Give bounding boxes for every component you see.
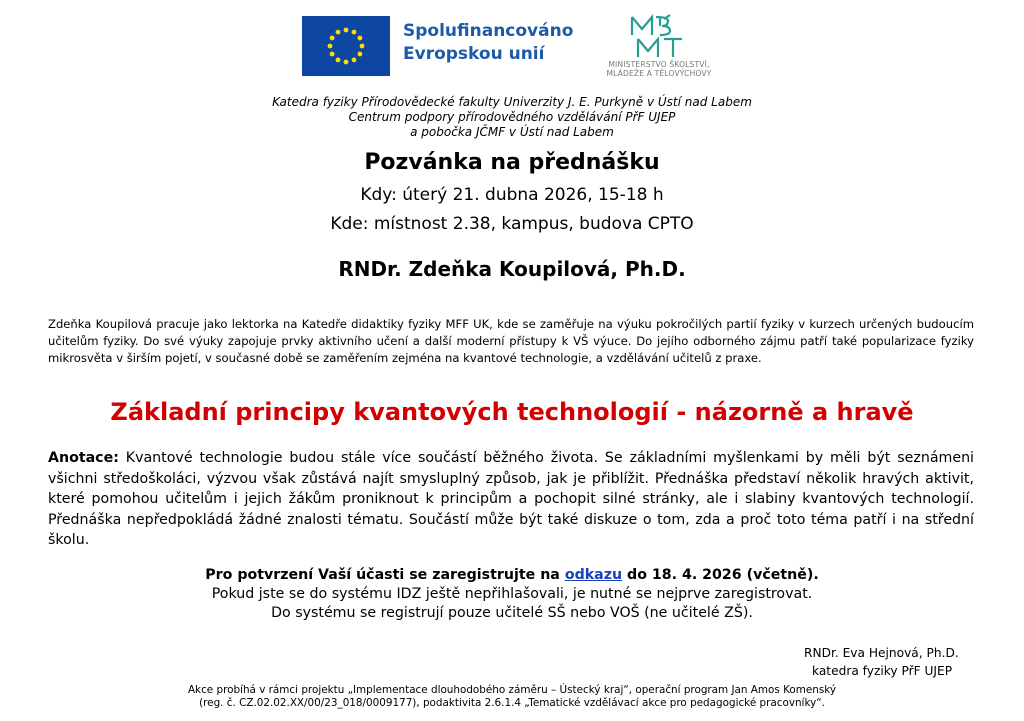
event-when: Kdy: úterý 21. dubna 2026, 15-18 h — [360, 185, 664, 205]
registration-before-link: Pro potvrzení Vaší účasti se zaregistrujte na — [205, 567, 565, 583]
footer-line-2: (reg. č. CZ.02.02.XX/00/23_018/0009177), podaktivita 2.6.1.4 „Tematické vzdělávací akce pro pedagogické pracovníky“. — [199, 697, 825, 709]
signature — [780, 644, 980, 680]
registration-after-link: do 18. 4. 2026 (včetně). — [622, 567, 819, 583]
signature-dept: katedra fyziky PřF UJEP — [812, 664, 953, 678]
org-line-3: a pobočka JČMF v Ústí nad Labem — [410, 125, 614, 139]
eu-stars-icon — [302, 16, 390, 76]
msmt-caption-line1: MINISTERSTVO ŠKOLSTVÍ, — [608, 60, 710, 69]
project-footer — [0, 684, 1024, 710]
speaker-name: RNDr. Zdeňka Koupilová, Ph.D. — [338, 257, 686, 281]
msmt-monogram-icon — [624, 13, 694, 59]
eu-text-line1: Spolufinancováno — [403, 21, 574, 41]
annotation — [48, 448, 974, 551]
org-line-2: Centrum podpory přírodovědného vzdělávání PřF UJEP — [348, 110, 676, 124]
organizers — [0, 95, 1024, 140]
msmt-caption — [596, 60, 722, 78]
event-where: Kde: místnost 2.38, kampus, budova CPTO — [330, 214, 694, 234]
eu-text-line2: Evropskou unií — [403, 44, 545, 64]
footer-line-1: Akce probíhá v rámci projektu „Implementace dlouhodobého záměru – Ústecký kraj“, operační program Jan Amos Komenský — [187, 684, 837, 696]
registration-line-2: Pokud jste se do systému IDZ ještě nepřihlašovali, je nutné se nejprve zaregistrovat. — [211, 586, 813, 602]
registration-line-1 — [0, 566, 1024, 585]
eu-cofinanced-text — [403, 20, 573, 66]
msmt-logo — [624, 13, 694, 59]
registration-info — [0, 566, 1024, 623]
registration-link[interactable]: odkazu — [564, 567, 623, 583]
registration-line-3: Do systému se registrují pouze učitelé SŠ nebo VOŠ (ne učitelé ZŠ). — [271, 605, 753, 621]
annotation-text: Kvantové technologie budou stále více součástí běžného života. Se základními myšlenkami by měli být seznámeni všichni středoškoláci, výzvou však zůstává najít smysluplný způsob, jak je přiblížit. Přednáška představí několik hravých aktivit, které pomohou učitelům i jejich žákům proniknout k principům a pochopit silné stránky, ale i slabiny kvantových technologií. Přednáška nepředpokládá žádné znalosti tématu. Součástí může být také diskuze o tom, zda a proč toto téma patří i na střední školu. — [48, 450, 974, 548]
msmt-caption-line2: MLÁDEŽE A TĚLOVÝCHOVY — [606, 69, 712, 78]
invitation-title: Pozvánka na přednášku — [364, 150, 660, 175]
speaker-bio: Zdeňka Koupilová pracuje jako lektorka na Katedře didaktiky fyziky MFF UK, kde se zaměřuje na výuku pokročilých partií fyziky v kurzech určených budoucím učitelům fyziky. Do své výuky zapojuje prvky aktivního učení a další moderní přístupy k VŠ výuce. Do jejího odborného zájmu patří také popularizace fyziky mikrosvěta v širším pojetí, v současné době se zaměřením zejména na kvantové technologie, a vzdělávání učitelů z praxe. — [48, 317, 974, 365]
org-line-1: Katedra fyziky Přírodovědecké fakulty Univerzity J. E. Purkyně v Ústí nad Labem — [272, 95, 752, 109]
lecture-title: Základní principy kvantových technologií - názorně a hravě — [110, 398, 914, 426]
signature-name: RNDr. Eva Hejnová, Ph.D. — [804, 646, 959, 660]
eu-flag-logo — [302, 16, 390, 76]
annotation-label: Anotace: — [48, 450, 119, 466]
